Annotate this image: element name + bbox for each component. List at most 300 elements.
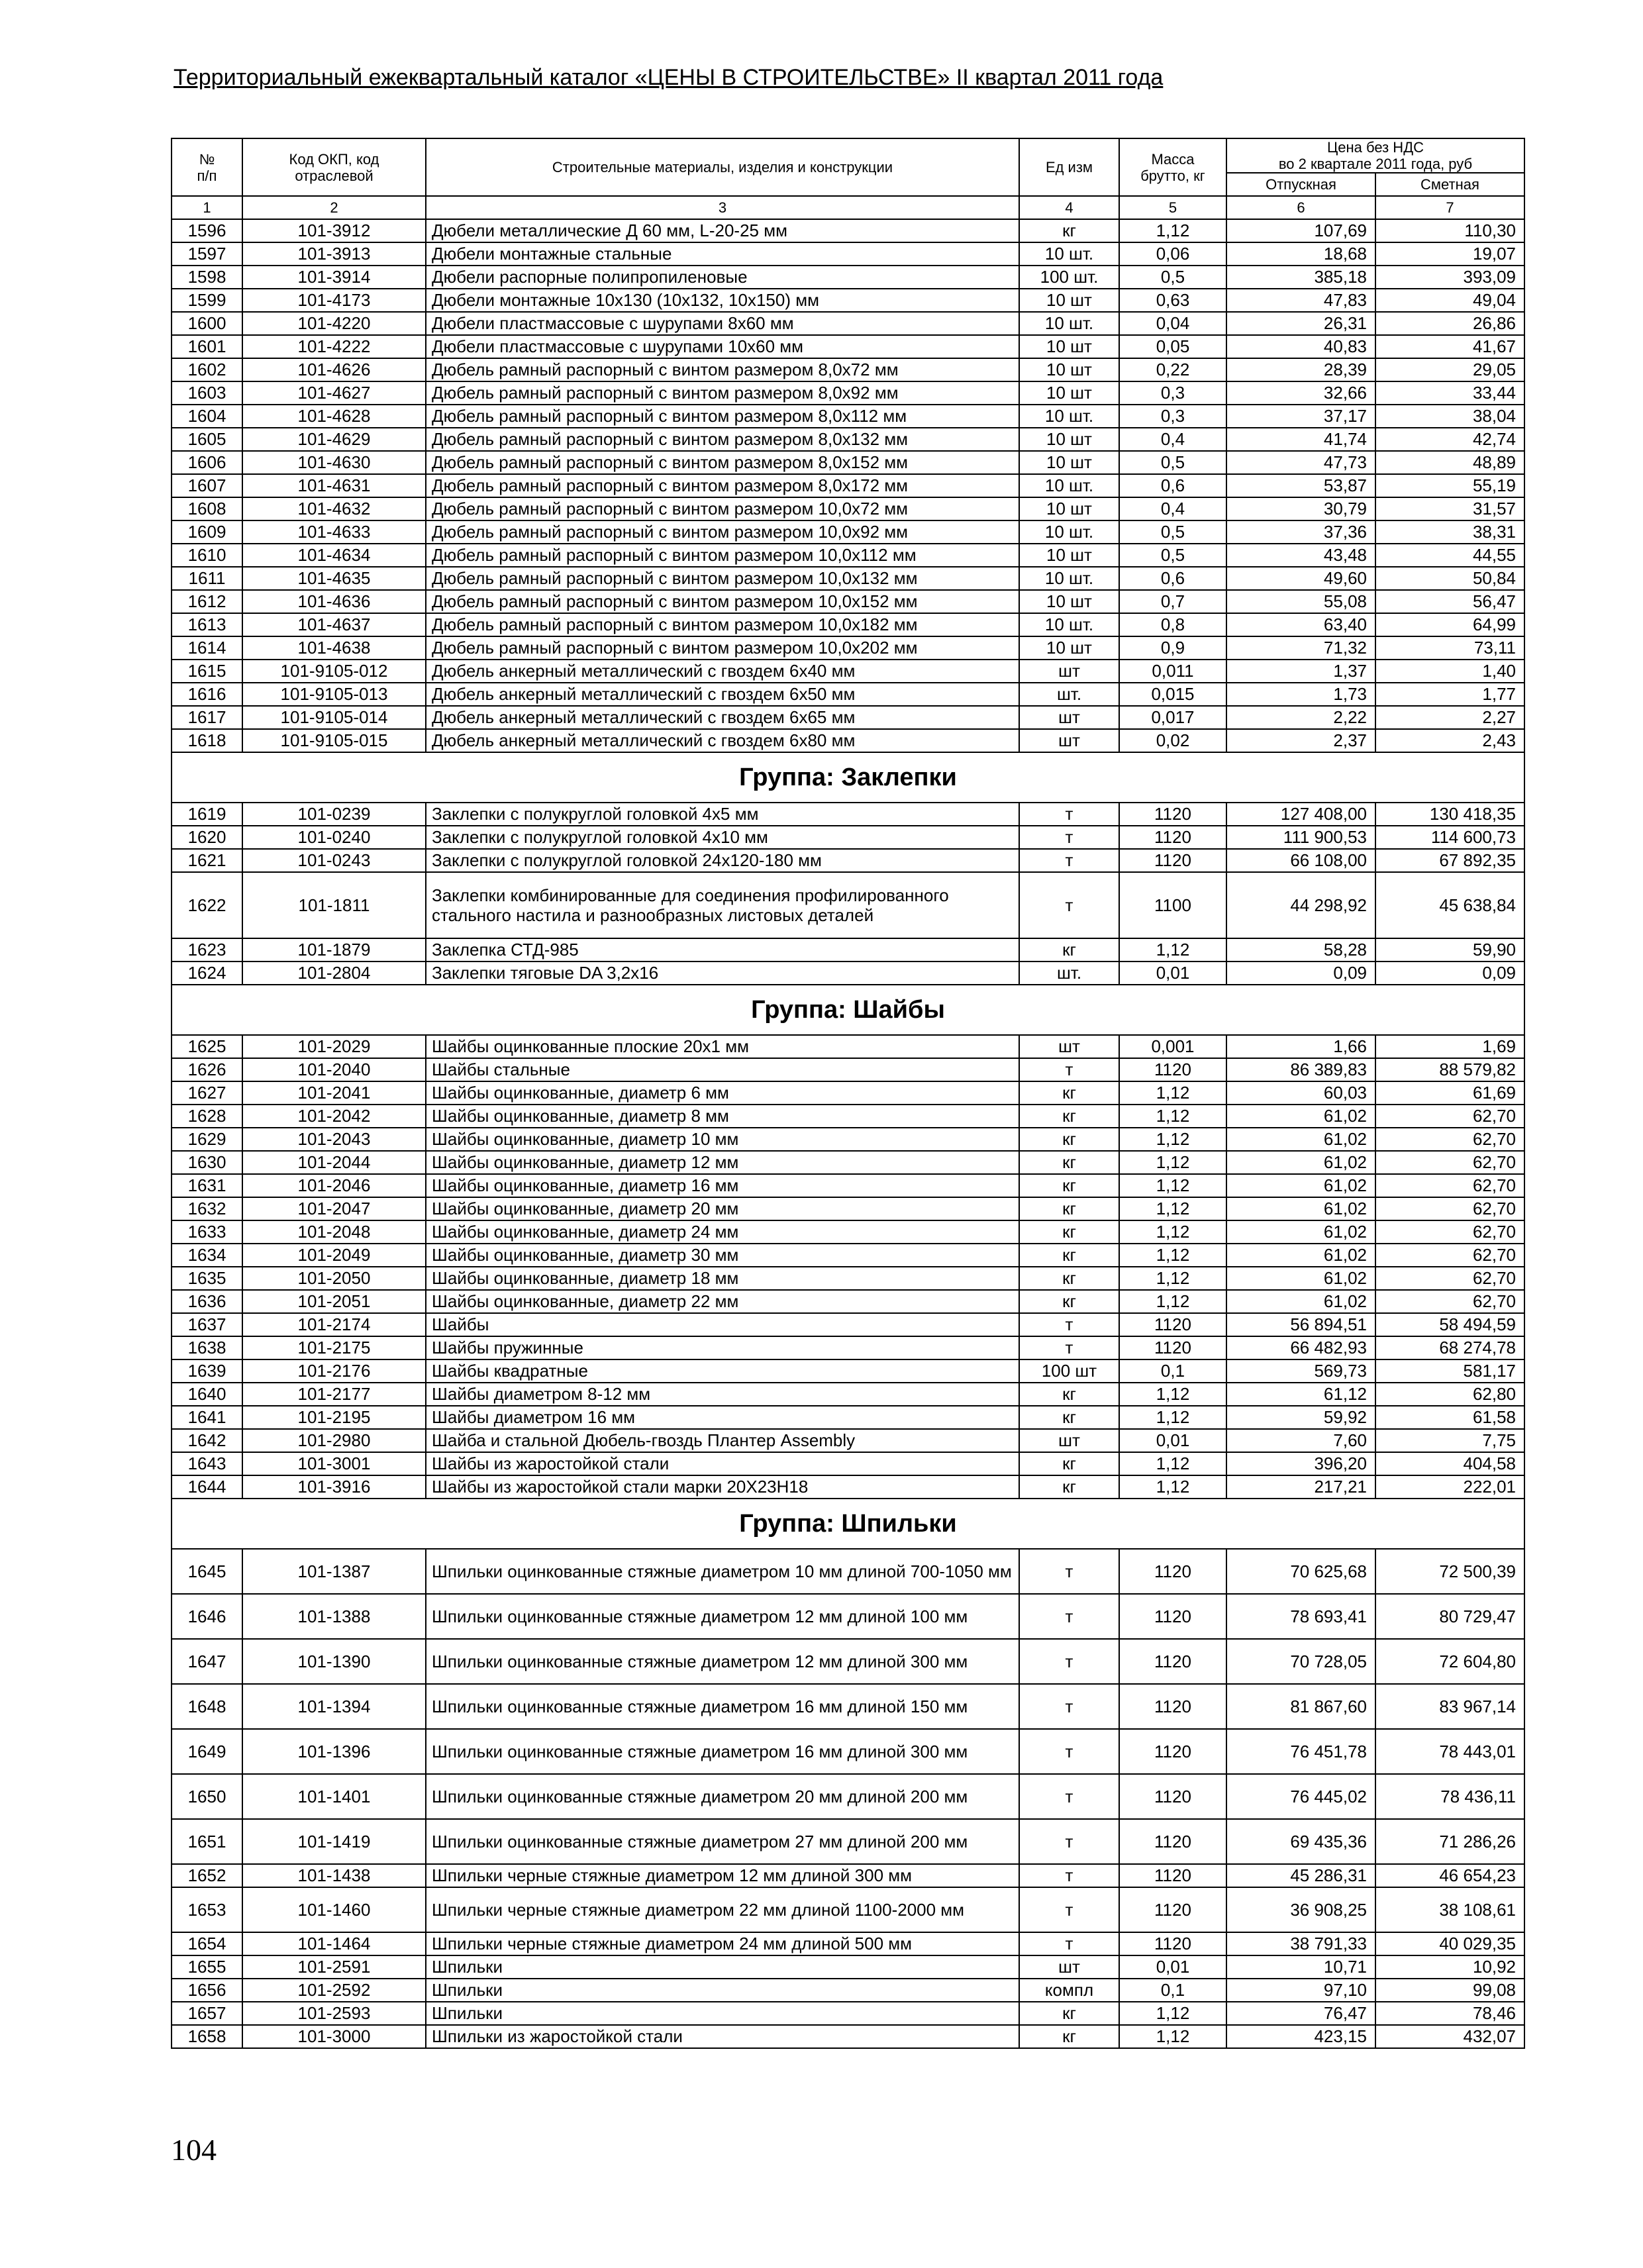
release-price: 38 791,33 (1226, 1932, 1375, 1955)
mass: 0,01 (1119, 961, 1226, 985)
mass: 1,12 (1119, 1105, 1226, 1128)
row-number: 1627 (172, 1081, 242, 1105)
header-name: Строительные материалы, изделия и конструкции (426, 138, 1019, 196)
unit: т (1019, 1864, 1119, 1887)
item-name: Шпильки оцинкованные стяжные диаметром 16 мм длиной 150 мм (426, 1684, 1019, 1729)
estimate-price: 62,70 (1375, 1220, 1524, 1244)
release-price: 49,60 (1226, 567, 1375, 590)
unit: 10 шт (1019, 497, 1119, 520)
row-number: 1629 (172, 1128, 242, 1151)
mass: 1100 (1119, 872, 1226, 938)
release-price: 66 482,93 (1226, 1336, 1375, 1359)
item-code: 101-4633 (242, 520, 426, 544)
unit: 10 шт. (1019, 613, 1119, 636)
release-price: 76,47 (1226, 2002, 1375, 2025)
estimate-price: 62,70 (1375, 1197, 1524, 1220)
table-row (172, 2002, 1524, 2025)
table-row (172, 1955, 1524, 1979)
item-name: Шайбы пружинные (426, 1336, 1019, 1359)
header-code: Код ОКП, код отраслевой (242, 138, 426, 196)
item-code: 101-2048 (242, 1220, 426, 1244)
estimate-price: 46 654,23 (1375, 1864, 1524, 1887)
estimate-price: 38,31 (1375, 520, 1524, 544)
item-name: Шайбы оцинкованные, диаметр 18 мм (426, 1267, 1019, 1290)
mass: 1120 (1119, 1819, 1226, 1864)
item-code: 101-3913 (242, 242, 426, 266)
row-number: 1620 (172, 826, 242, 849)
item-code: 101-4631 (242, 474, 426, 497)
release-price: 61,02 (1226, 1267, 1375, 1290)
item-name: Шайбы квадратные (426, 1359, 1019, 1383)
table-row (172, 1058, 1524, 1081)
row-number: 1622 (172, 872, 242, 938)
estimate-price: 62,70 (1375, 1244, 1524, 1267)
item-name: Дюбель анкерный металлический с гвоздем 6х40 мм (426, 660, 1019, 683)
unit: кг (1019, 1128, 1119, 1151)
release-price: 111 900,53 (1226, 826, 1375, 849)
item-name: Шпильки оцинкованные стяжные диаметром 12 мм длиной 100 мм (426, 1594, 1019, 1639)
mass: 1120 (1119, 1774, 1226, 1819)
table-row (172, 567, 1524, 590)
item-code: 101-1390 (242, 1639, 426, 1684)
unit: т (1019, 1684, 1119, 1729)
item-code: 101-4637 (242, 613, 426, 636)
table-row (172, 1336, 1524, 1359)
header-mass: Масса брутто, кг (1119, 138, 1226, 196)
estimate-price: 80 729,47 (1375, 1594, 1524, 1639)
row-number: 1631 (172, 1174, 242, 1197)
item-name: Шпильки (426, 2002, 1019, 2025)
item-code: 101-2044 (242, 1151, 426, 1174)
item-code: 101-1387 (242, 1549, 426, 1594)
item-name: Дюбель рамный распорный с винтом размером 10,0х182 мм (426, 613, 1019, 636)
group-title: Группа: Шайбы (172, 985, 1524, 1035)
row-number: 1606 (172, 451, 242, 474)
item-code: 101-1460 (242, 1887, 426, 1932)
release-price: 396,20 (1226, 1452, 1375, 1475)
mass: 0,6 (1119, 474, 1226, 497)
release-price: 59,92 (1226, 1406, 1375, 1429)
item-code: 101-2593 (242, 2002, 426, 2025)
mass: 1,12 (1119, 1406, 1226, 1429)
item-code: 101-1464 (242, 1932, 426, 1955)
estimate-price: 56,47 (1375, 590, 1524, 613)
item-name: Дюбели пластмассовые с шурупами 8х60 мм (426, 312, 1019, 335)
item-name: Дюбели пластмассовые с шурупами 10х60 мм (426, 335, 1019, 358)
row-number: 1654 (172, 1932, 242, 1955)
table-row (172, 1105, 1524, 1128)
unit: 10 шт. (1019, 520, 1119, 544)
item-code: 101-3000 (242, 2025, 426, 2048)
unit: кг (1019, 2025, 1119, 2048)
mass: 1,12 (1119, 1128, 1226, 1151)
table-row (172, 1197, 1524, 1220)
row-number: 1634 (172, 1244, 242, 1267)
mass: 1,12 (1119, 1244, 1226, 1267)
table-row (172, 1452, 1524, 1475)
row-number: 1618 (172, 729, 242, 752)
item-name: Заклепки с полукруглой головкой 24х120-180 мм (426, 849, 1019, 872)
item-name: Дюбель рамный распорный с винтом размером 10,0х92 мм (426, 520, 1019, 544)
unit: шт (1019, 706, 1119, 729)
row-number: 1600 (172, 312, 242, 335)
table-row (172, 961, 1524, 985)
item-code: 101-2804 (242, 961, 426, 985)
item-name: Шайбы стальные (426, 1058, 1019, 1081)
estimate-price: 404,58 (1375, 1452, 1524, 1475)
estimate-price: 67 892,35 (1375, 849, 1524, 872)
item-name: Шайбы оцинкованные, диаметр 30 мм (426, 1244, 1019, 1267)
item-code: 101-0240 (242, 826, 426, 849)
release-price: 61,02 (1226, 1151, 1375, 1174)
estimate-price: 432,07 (1375, 2025, 1524, 2048)
item-name: Заклепки тяговые DA 3,2х16 (426, 961, 1019, 985)
estimate-price: 7,75 (1375, 1429, 1524, 1452)
release-price: 385,18 (1226, 266, 1375, 289)
mass: 1120 (1119, 1639, 1226, 1684)
unit: кг (1019, 1081, 1119, 1105)
estimate-price: 10,92 (1375, 1955, 1524, 1979)
mass: 1,12 (1119, 938, 1226, 961)
unit: 10 шт (1019, 544, 1119, 567)
item-code: 101-9105-012 (242, 660, 426, 683)
row-number: 1635 (172, 1267, 242, 1290)
mass: 0,02 (1119, 729, 1226, 752)
item-name: Шпильки оцинкованные стяжные диаметром 10 мм длиной 700-1050 мм (426, 1549, 1019, 1594)
row-number: 1610 (172, 544, 242, 567)
estimate-price: 61,58 (1375, 1406, 1524, 1429)
unit: т (1019, 1549, 1119, 1594)
release-price: 55,08 (1226, 590, 1375, 613)
item-name: Шпильки оцинкованные стяжные диаметром 12 мм длиной 300 мм (426, 1639, 1019, 1684)
row-number: 1596 (172, 219, 242, 242)
item-code: 101-4627 (242, 381, 426, 405)
table-row (172, 1267, 1524, 1290)
mass: 0,017 (1119, 706, 1226, 729)
unit: 10 шт. (1019, 567, 1119, 590)
price-table-container (171, 138, 1524, 2049)
estimate-price: 68 274,78 (1375, 1336, 1524, 1359)
header-price: Цена без НДС во 2 квартале 2011 года, руб (1226, 138, 1524, 173)
release-price: 61,02 (1226, 1290, 1375, 1313)
release-price: 2,37 (1226, 729, 1375, 752)
mass: 0,5 (1119, 520, 1226, 544)
item-name: Дюбель рамный распорный с винтом размером 8,0х92 мм (426, 381, 1019, 405)
row-number: 1615 (172, 660, 242, 683)
item-code: 101-2174 (242, 1313, 426, 1336)
unit: т (1019, 1932, 1119, 1955)
unit: шт (1019, 729, 1119, 752)
table-row (172, 544, 1524, 567)
row-number: 1633 (172, 1220, 242, 1244)
col-number: 3 (426, 196, 1019, 219)
row-number: 1630 (172, 1151, 242, 1174)
item-name: Дюбели металлические Д 60 мм, L-20-25 мм (426, 219, 1019, 242)
item-code: 101-1388 (242, 1594, 426, 1639)
item-code: 101-2042 (242, 1105, 426, 1128)
row-number: 1603 (172, 381, 242, 405)
header-num: № п/п (172, 138, 242, 196)
table-row (172, 1887, 1524, 1932)
estimate-price: 40 029,35 (1375, 1932, 1524, 1955)
release-price: 37,36 (1226, 520, 1375, 544)
item-code: 101-2040 (242, 1058, 426, 1081)
release-price: 47,83 (1226, 289, 1375, 312)
mass: 1,12 (1119, 1475, 1226, 1499)
estimate-price: 62,80 (1375, 1383, 1524, 1406)
estimate-price: 1,40 (1375, 660, 1524, 683)
unit: кг (1019, 1174, 1119, 1197)
row-number: 1628 (172, 1105, 242, 1128)
table-row (172, 242, 1524, 266)
mass: 0,3 (1119, 381, 1226, 405)
mass: 1120 (1119, 1336, 1226, 1359)
item-code: 101-4628 (242, 405, 426, 428)
table-header (172, 138, 1524, 219)
item-name: Шайбы оцинкованные плоские 20х1 мм (426, 1035, 1019, 1058)
estimate-price: 61,69 (1375, 1081, 1524, 1105)
table-row (172, 636, 1524, 660)
item-code: 101-2041 (242, 1081, 426, 1105)
mass: 0,1 (1119, 1979, 1226, 2002)
release-price: 423,15 (1226, 2025, 1375, 2048)
row-number: 1597 (172, 242, 242, 266)
row-number: 1637 (172, 1313, 242, 1336)
unit: кг (1019, 1383, 1119, 1406)
item-code: 101-2176 (242, 1359, 426, 1383)
item-name: Шпильки оцинкованные стяжные диаметром 27 мм длиной 200 мм (426, 1819, 1019, 1864)
row-number: 1604 (172, 405, 242, 428)
release-price: 2,22 (1226, 706, 1375, 729)
item-name: Шайбы оцинкованные, диаметр 16 мм (426, 1174, 1019, 1197)
release-price: 61,02 (1226, 1105, 1375, 1128)
mass: 1120 (1119, 1887, 1226, 1932)
mass: 0,63 (1119, 289, 1226, 312)
estimate-price: 62,70 (1375, 1151, 1524, 1174)
item-code: 101-2047 (242, 1197, 426, 1220)
item-code: 101-1438 (242, 1864, 426, 1887)
unit: кг (1019, 1105, 1119, 1128)
row-number: 1605 (172, 428, 242, 451)
estimate-price: 64,99 (1375, 613, 1524, 636)
page-title: Территориальный ежеквартальный каталог «ЦЕНЫ В СТРОИТЕЛЬСТВЕ» II квартал 2011 года (174, 65, 1164, 90)
row-number: 1641 (172, 1406, 242, 1429)
release-price: 18,68 (1226, 242, 1375, 266)
row-number: 1612 (172, 590, 242, 613)
item-code: 101-1879 (242, 938, 426, 961)
item-code: 101-2043 (242, 1128, 426, 1151)
row-number: 1632 (172, 1197, 242, 1220)
row-number: 1608 (172, 497, 242, 520)
estimate-price: 62,70 (1375, 1174, 1524, 1197)
mass: 1,12 (1119, 2025, 1226, 2048)
table-row (172, 1864, 1524, 1887)
release-price: 70 625,68 (1226, 1549, 1375, 1594)
estimate-price: 62,70 (1375, 1128, 1524, 1151)
item-name: Шайбы диаметром 16 мм (426, 1406, 1019, 1429)
mass: 1,12 (1119, 1452, 1226, 1475)
table-row (172, 1639, 1524, 1684)
item-name: Дюбель анкерный металлический с гвоздем 6х80 мм (426, 729, 1019, 752)
row-number: 1652 (172, 1864, 242, 1887)
mass: 0,3 (1119, 405, 1226, 428)
row-number: 1636 (172, 1290, 242, 1313)
release-price: 36 908,25 (1226, 1887, 1375, 1932)
table-row (172, 1174, 1524, 1197)
estimate-price: 41,67 (1375, 335, 1524, 358)
table-row (172, 849, 1524, 872)
mass: 1,12 (1119, 1197, 1226, 1220)
unit: 10 шт (1019, 590, 1119, 613)
release-price: 61,02 (1226, 1197, 1375, 1220)
mass: 0,001 (1119, 1035, 1226, 1058)
mass: 1120 (1119, 1549, 1226, 1594)
mass: 1120 (1119, 849, 1226, 872)
unit: шт (1019, 660, 1119, 683)
estimate-price: 0,09 (1375, 961, 1524, 985)
table-row (172, 335, 1524, 358)
mass: 1120 (1119, 1684, 1226, 1729)
mass: 1,12 (1119, 1290, 1226, 1313)
release-price: 10,71 (1226, 1955, 1375, 1979)
estimate-price: 78,46 (1375, 2002, 1524, 2025)
release-price: 63,40 (1226, 613, 1375, 636)
item-name: Шайбы диаметром 8-12 мм (426, 1383, 1019, 1406)
item-code: 101-2051 (242, 1290, 426, 1313)
estimate-price: 73,11 (1375, 636, 1524, 660)
col-number: 4 (1019, 196, 1119, 219)
mass: 0,015 (1119, 683, 1226, 706)
item-name: Дюбель рамный распорный с винтом размером 8,0х112 мм (426, 405, 1019, 428)
estimate-price: 71 286,26 (1375, 1819, 1524, 1864)
mass: 0,7 (1119, 590, 1226, 613)
table-row (172, 872, 1524, 938)
mass: 0,9 (1119, 636, 1226, 660)
estimate-price: 48,89 (1375, 451, 1524, 474)
table-row (172, 1932, 1524, 1955)
table-row (172, 474, 1524, 497)
estimate-price: 55,19 (1375, 474, 1524, 497)
row-number: 1638 (172, 1336, 242, 1359)
mass: 1,12 (1119, 1383, 1226, 1406)
unit: т (1019, 1336, 1119, 1359)
estimate-price: 2,27 (1375, 706, 1524, 729)
group-row (172, 752, 1524, 803)
table-row (172, 1684, 1524, 1729)
col-number: 7 (1375, 196, 1524, 219)
table-row (172, 312, 1524, 335)
item-name: Шпильки черные стяжные диаметром 22 мм длиной 1100-2000 мм (426, 1887, 1019, 1932)
page-number: 104 (171, 2133, 217, 2167)
row-number: 1649 (172, 1729, 242, 1774)
unit: шт (1019, 1035, 1119, 1058)
table-row (172, 1035, 1524, 1058)
unit: кг (1019, 1452, 1119, 1475)
item-name: Дюбель рамный распорный с винтом размером 8,0х152 мм (426, 451, 1019, 474)
unit: 100 шт (1019, 1359, 1119, 1383)
table-row (172, 1244, 1524, 1267)
row-number: 1648 (172, 1684, 242, 1729)
release-price: 7,60 (1226, 1429, 1375, 1452)
estimate-price: 78 443,01 (1375, 1729, 1524, 1774)
item-code: 101-4626 (242, 358, 426, 381)
item-name: Заклепки комбинированные для соединения профилированного стального настила и разнообразных листовых деталей (426, 872, 1019, 938)
item-name: Дюбели распорные полипропиленовые (426, 266, 1019, 289)
mass: 1,12 (1119, 1267, 1226, 1290)
release-price: 53,87 (1226, 474, 1375, 497)
item-name: Шпильки черные стяжные диаметром 12 мм длиной 300 мм (426, 1864, 1019, 1887)
estimate-price: 114 600,73 (1375, 826, 1524, 849)
item-name: Дюбель рамный распорный с винтом размером 10,0х132 мм (426, 567, 1019, 590)
release-price: 44 298,92 (1226, 872, 1375, 938)
release-price: 56 894,51 (1226, 1313, 1375, 1336)
table-row (172, 1383, 1524, 1406)
group-title: Группа: Шпильки (172, 1499, 1524, 1549)
row-number: 1626 (172, 1058, 242, 1081)
table-row (172, 1729, 1524, 1774)
release-price: 78 693,41 (1226, 1594, 1375, 1639)
table-row (172, 1128, 1524, 1151)
row-number: 1650 (172, 1774, 242, 1819)
mass: 1120 (1119, 1058, 1226, 1081)
mass: 0,05 (1119, 335, 1226, 358)
table-row (172, 497, 1524, 520)
estimate-price: 38 108,61 (1375, 1887, 1524, 1932)
table-row (172, 520, 1524, 544)
table-row (172, 1429, 1524, 1452)
item-code: 101-4222 (242, 335, 426, 358)
table-row (172, 428, 1524, 451)
release-price: 76 451,78 (1226, 1729, 1375, 1774)
item-name: Шпильки оцинкованные стяжные диаметром 20 мм длиной 200 мм (426, 1774, 1019, 1819)
row-number: 1599 (172, 289, 242, 312)
mass: 1,12 (1119, 1174, 1226, 1197)
release-price: 45 286,31 (1226, 1864, 1375, 1887)
unit: 100 шт. (1019, 266, 1119, 289)
unit: 10 шт (1019, 428, 1119, 451)
item-code: 101-2029 (242, 1035, 426, 1058)
table-row (172, 381, 1524, 405)
header-unit: Ед изм (1019, 138, 1119, 196)
row-number: 1655 (172, 1955, 242, 1979)
release-price: 86 389,83 (1226, 1058, 1375, 1081)
release-price: 32,66 (1226, 381, 1375, 405)
release-price: 569,73 (1226, 1359, 1375, 1383)
mass: 1120 (1119, 1594, 1226, 1639)
estimate-price: 59,90 (1375, 938, 1524, 961)
item-code: 101-3914 (242, 266, 426, 289)
row-number: 1625 (172, 1035, 242, 1058)
unit: кг (1019, 1197, 1119, 1220)
item-code: 101-2049 (242, 1244, 426, 1267)
mass: 1120 (1119, 1729, 1226, 1774)
unit: т (1019, 1819, 1119, 1864)
table-row (172, 803, 1524, 826)
unit: кг (1019, 1475, 1119, 1499)
group-row (172, 985, 1524, 1035)
table-row (172, 1359, 1524, 1383)
table-row (172, 1151, 1524, 1174)
estimate-price: 2,43 (1375, 729, 1524, 752)
unit: 10 шт. (1019, 242, 1119, 266)
release-price: 1,73 (1226, 683, 1375, 706)
estimate-price: 581,17 (1375, 1359, 1524, 1383)
row-number: 1645 (172, 1549, 242, 1594)
release-price: 107,69 (1226, 219, 1375, 242)
table-row (172, 938, 1524, 961)
row-number: 1617 (172, 706, 242, 729)
release-price: 37,17 (1226, 405, 1375, 428)
